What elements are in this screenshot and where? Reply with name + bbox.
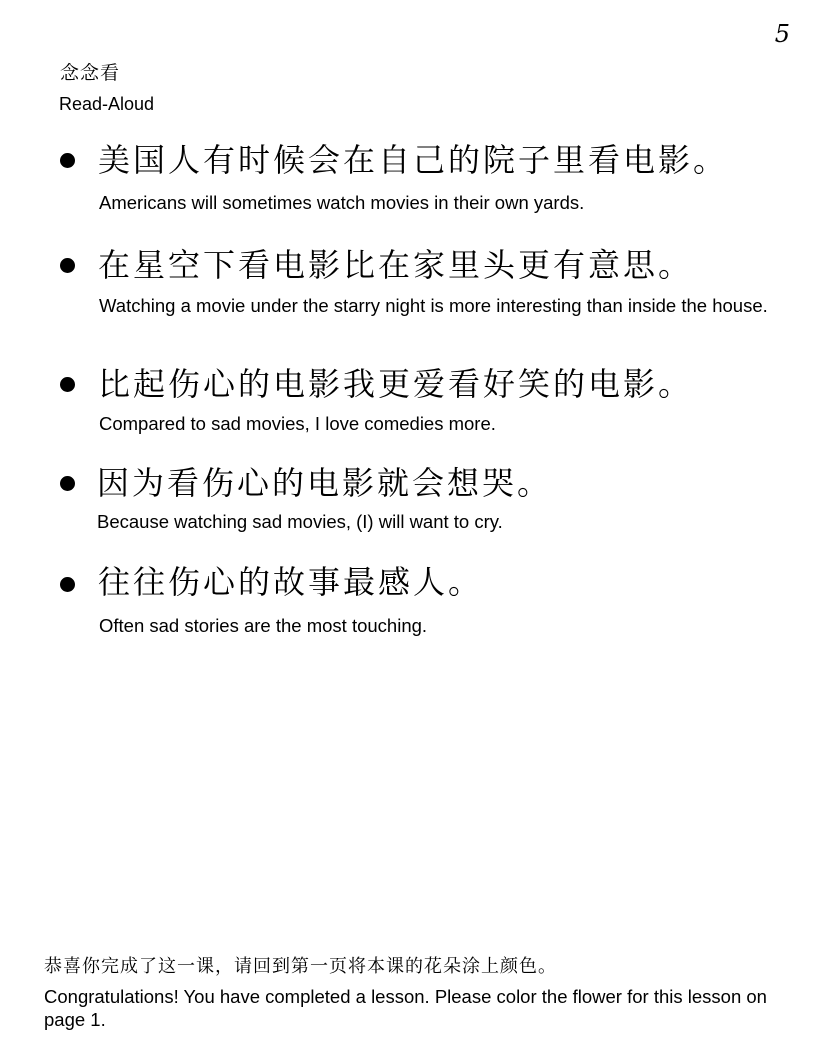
sentence-english: Compared to sad movies, I love comedies more.: [99, 413, 496, 434]
bullet-icon: [60, 476, 75, 491]
sentence-chinese: 美国人有时候会在自己的院子里看电影。: [98, 141, 729, 179]
sentence-chinese: 在星空下看电影比在家里头更有意思。: [98, 246, 694, 284]
congratulations-english: Congratulations! You have completed a lesson. Please color the flower for this lesson on page 1.: [44, 986, 767, 1030]
congratulations-chinese: 恭喜你完成了这一课，请回到第一页将本课的花朵涂上颜色。: [44, 956, 557, 977]
page-number: 5: [774, 20, 790, 48]
sentence-chinese: 往往伤心的故事最感人。: [98, 563, 484, 601]
sentence-chinese: 比起伤心的电影我更爱看好笑的电影。: [98, 365, 694, 403]
section-title-chinese: 念念看: [60, 62, 121, 84]
bullet-icon: [60, 577, 75, 592]
sentence-english: Watching a movie under the starry night is more interesting than inside the house.: [99, 295, 768, 316]
sentence-chinese: 因为看伤心的电影就会想哭。: [97, 464, 553, 502]
section-title-english: Read-Aloud: [59, 94, 155, 114]
bullet-icon: [60, 153, 75, 168]
sentence-english: Often sad stories are the most touching.: [99, 615, 428, 636]
bullet-icon: [60, 377, 75, 392]
sentence-english: Americans will sometimes watch movies in their own yards.: [99, 192, 585, 213]
bullet-icon: [60, 258, 75, 273]
sentence-english: Because watching sad movies, (I) will want to cry.: [97, 511, 503, 532]
